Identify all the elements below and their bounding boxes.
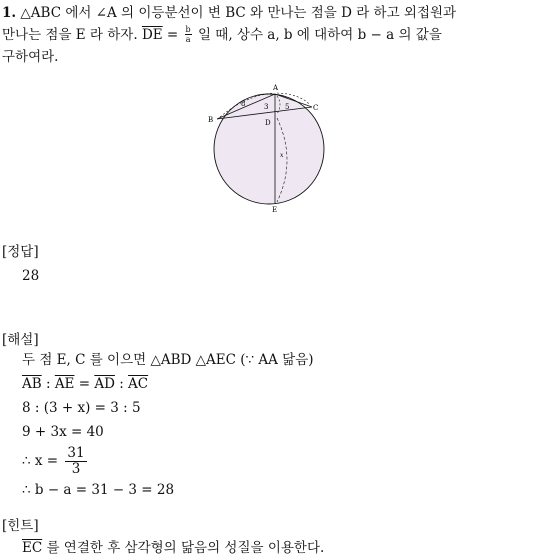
- equals-sign: =: [162, 27, 183, 43]
- problem-statement: [2, 2, 530, 68]
- label-e: E: [272, 206, 278, 214]
- fraction-denominator: a: [185, 34, 191, 44]
- length-de: x: [280, 152, 284, 159]
- solution-step-5: [22, 444, 314, 478]
- segment-ae: $\overline{AE}$: [54, 376, 75, 392]
- answer-value: 28: [22, 268, 40, 284]
- problem-text-2a: 만나는 점을 E 라 하자.: [2, 27, 142, 43]
- ratio-colon: :: [114, 376, 129, 392]
- problem-line-1: [2, 2, 530, 24]
- fraction-b-over-a: [185, 25, 192, 44]
- label-a: A: [273, 84, 279, 92]
- fraction-numerator: b: [185, 24, 191, 34]
- length-ad: 3: [264, 103, 269, 111]
- length-ab: 8: [241, 100, 246, 108]
- segment-de: $\overline{DE}$: [141, 27, 163, 43]
- segment-ad: $\overline{AD}$: [94, 376, 115, 392]
- problem-line-2: [2, 24, 530, 46]
- fraction-numerator: 31: [67, 445, 85, 461]
- solution-step-4: 9 + 3x = 40: [22, 424, 104, 440]
- problem-number: 1.: [2, 5, 17, 21]
- solution-step-3: 8 : (3 + x) = 3 : 5: [22, 400, 141, 416]
- segment-ac: $\overline{AC}$: [128, 376, 149, 392]
- segment-ec: $\overline{EC}$: [22, 540, 43, 556]
- fraction-31-over-3: [65, 446, 86, 477]
- circumcircle: [214, 94, 324, 204]
- label-d: D: [265, 119, 271, 127]
- equals-sign: =: [74, 376, 95, 392]
- solution-step-6: ∴ b − a = 31 − 3 = 28: [22, 482, 175, 498]
- therefore-x-equals: ∴ x =: [22, 453, 63, 469]
- circle-figure: [205, 82, 335, 217]
- ratio-colon: :: [41, 376, 55, 392]
- hint-body: [22, 536, 324, 556]
- segment-ab: $\overline{AB}$: [22, 376, 42, 392]
- solution-body: [22, 348, 314, 502]
- fraction-denominator: 3: [71, 461, 81, 477]
- solution-heading: [해설]: [2, 332, 39, 348]
- length-ac: 5: [285, 103, 290, 111]
- problem-line-3: 구하여라.: [2, 49, 59, 65]
- problem-text-2b: 일 때, 상수 a, b 에 대하여 b − a 의 값을: [193, 27, 442, 43]
- hint-heading: [힌트]: [2, 518, 39, 534]
- solution-step-1: 두 점 E, C 를 이으면 △ABD △AEC (∵ AA 닮음): [22, 352, 314, 368]
- solution-step-2: [22, 372, 314, 396]
- label-b: B: [208, 116, 214, 124]
- answer-heading: [정답]: [2, 244, 39, 260]
- label-c: C: [313, 104, 319, 112]
- problem-text-1: △ABC 에서 ∠A 의 이등분선이 변 BC 와 만나는 점을 D 라 하고 외접원과: [20, 5, 457, 21]
- hint-text: 를 연결한 후 삼각형의 닮음의 성질을 이용한다.: [42, 540, 325, 556]
